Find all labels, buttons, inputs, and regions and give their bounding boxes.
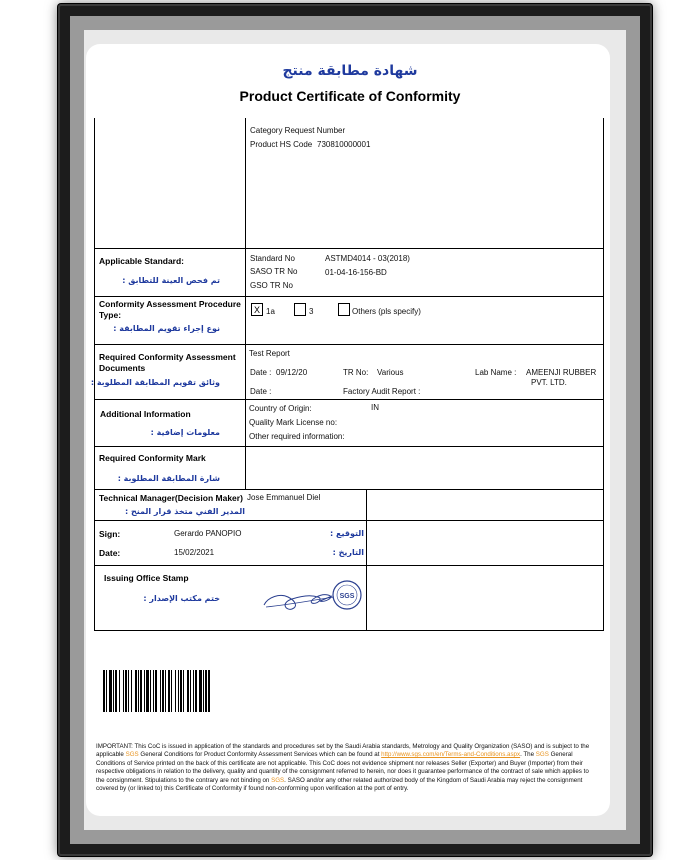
lab-name-value-2: PVT. LTD. <box>531 378 567 387</box>
title-arabic: شهادة مطابقة منتج <box>282 63 418 79</box>
saso-tr-label: SASO TR No <box>250 267 298 276</box>
documents-label: Required Conformity Assessment Documents <box>99 352 236 373</box>
option-others-label: Others (pls specify) <box>352 307 421 316</box>
sgs-name-3: SGS <box>271 776 285 784</box>
category-request-label: Category Request Number <box>250 126 346 135</box>
barcode-bar <box>210 670 211 712</box>
notice-part-1: IMPORTANT: This CoC is issued in application of the standards and procedures set by the Saudi Arabia standards, Metrology and Quality Organization (SASO) and is subject to the applicable <box>96 743 590 759</box>
technical-manager-label: Technical Manager(Decision Maker) <box>99 493 243 503</box>
option-others-checkbox[interactable] <box>338 303 350 316</box>
applicable-standard-label-ar: تم فحص العينة للتطابق : <box>122 276 220 285</box>
sgs-name-1: SGS <box>125 751 139 759</box>
conformity-mark-label-ar: شارة المطابقة المطلوبة : <box>117 474 220 483</box>
option-3-label: 3 <box>309 307 314 316</box>
procedure-label: Conformity Assessment Procedure Type: <box>99 299 241 320</box>
gso-tr-label: GSO TR No <box>250 281 293 290</box>
standard-no-label: Standard No <box>250 254 295 263</box>
notice-part-2: General Conditions for Product Conformity Assessment Services which can be found at <box>138 751 382 759</box>
audit-date-label: Date : <box>250 387 272 396</box>
sgs-seal-text: SGS <box>339 593 355 600</box>
hs-code-value: 730810000001 <box>317 140 371 149</box>
notice-part-5: . SASO and/or any other related authorized body of the Kingdom of Saudi Arabia may reject the consignment covered by (or linked to) this Certificate of Conformity if found non-conforming upon verification at the port of entry. <box>96 776 583 793</box>
date-label-ar: التاريخ : <box>332 548 364 557</box>
important-notice <box>96 743 596 793</box>
option-3-checkbox[interactable] <box>294 303 306 316</box>
standard-no-value: ASTMD4014 - 03(2018) <box>325 254 410 263</box>
notice-part-4: General Conditions of Service printed on the back of this certificate are not applicable. This CoC does not evidence shipment nor releases Seller (Exporter) and Buyer (Importer) from their respective obligations in relation to the delivery, quality and quantity of the consignment referred to herein, nor does it guarantee performance of the contract of sale which applies to the consignment. Stipulations to the contrary are not binding on <box>96 751 589 784</box>
other-info-label: Other required information: <box>249 432 345 441</box>
barcode <box>103 670 293 712</box>
lab-name-label: Lab Name : <box>475 368 517 377</box>
origin-label: Country of Origin: <box>249 404 312 413</box>
saso-tr-value: 01-04-16-156-BD <box>325 268 387 277</box>
factory-audit-label: Factory Audit Report : <box>343 387 421 396</box>
applicable-standard-label: Applicable Standard: <box>99 256 185 266</box>
option-1a-label: 1a <box>266 307 275 316</box>
additional-info-label-ar: معلومات إضافية : <box>150 428 220 437</box>
date-value: 15/02/2021 <box>174 548 215 557</box>
quality-mark-label: Quality Mark License no: <box>249 418 338 427</box>
sign-label: Sign: <box>99 529 121 539</box>
technical-manager-name: Jose Emmanuel Diel <box>247 493 321 502</box>
test-report-label: Test Report <box>249 349 290 358</box>
issuing-stamp-label: Issuing Office Stamp <box>104 573 189 583</box>
lab-name-value-1: AMEENJI RUBBER <box>526 368 597 377</box>
tr-no-label: TR No: <box>343 368 369 377</box>
tr-no-value: Various <box>377 368 404 377</box>
sgs-name-2: SGS <box>535 751 549 759</box>
option-1a-checkbox[interactable]: X <box>251 303 263 316</box>
conformity-mark-label: Required Conformity Mark <box>99 453 206 463</box>
hs-code-label: Product HS Code <box>250 140 313 149</box>
technical-manager-label-ar: المدير الفني متخذ قرار المنح : <box>124 507 245 516</box>
issuing-stamp-label-ar: ختم مكتب الإصدار : <box>143 594 220 603</box>
notice-part-3: . The <box>520 751 536 759</box>
additional-info-label: Additional Information <box>100 409 191 419</box>
signature-stamp <box>258 575 368 625</box>
sign-value: Gerardo PANOPIO <box>174 529 242 538</box>
procedure-label-ar: نوع إجراء تقويم المطابقة : <box>113 324 220 333</box>
documents-label-ar: وثائق تقويم المطابقة المطلوبة : <box>90 378 220 387</box>
origin-value: IN <box>371 403 379 412</box>
sign-label-ar: التوقيع : <box>330 529 364 538</box>
terms-link[interactable]: http://www.sgs.com/en/Terms-and-Conditions.aspx <box>381 751 521 759</box>
title-english: Product Certificate of Conformity <box>239 88 461 104</box>
report-date-label: Date : <box>250 368 272 377</box>
date-label: Date: <box>99 548 121 558</box>
report-date-value: 09/12/20 <box>276 368 308 377</box>
